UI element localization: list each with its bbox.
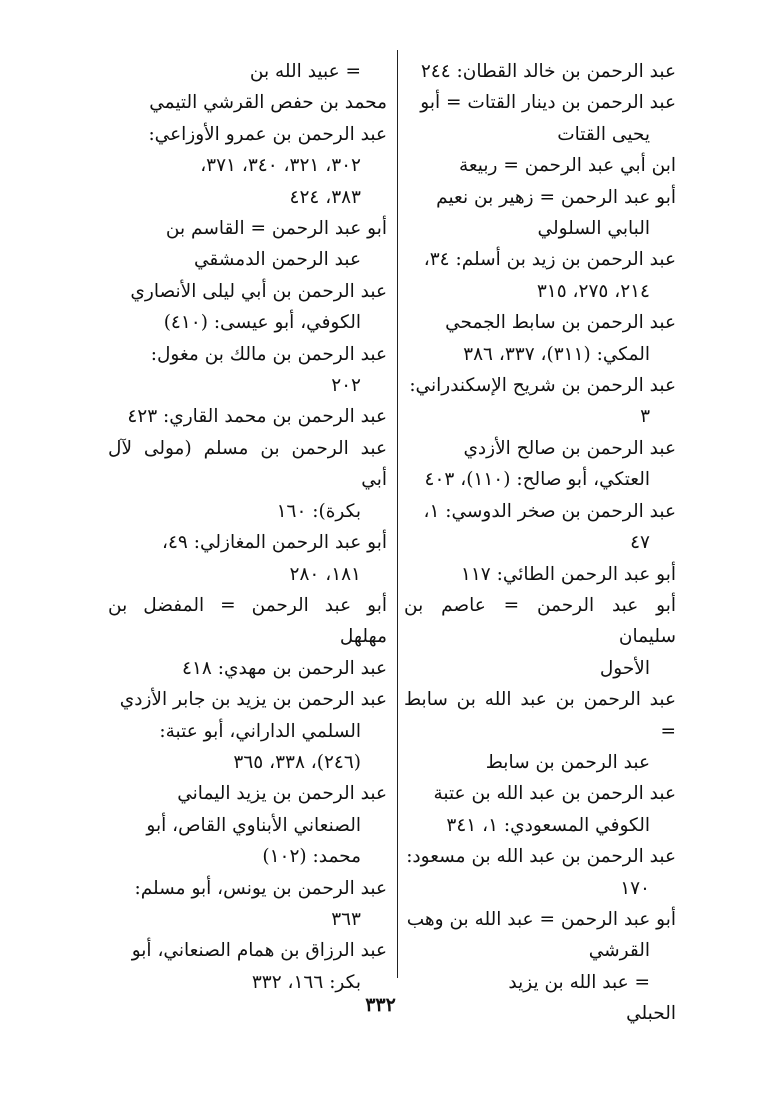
index-entry: عبد الرحمن بن يونس، أبو مسلم: — [134, 877, 387, 899]
index-entry: عبد الرحمن بن سابط الجمحي — [445, 312, 676, 334]
index-entry: عبد الرحمن بن عبد الله بن عتبة — [433, 783, 676, 805]
index-entry-continuation: ٣٠٢، ٣٢١، ٣٤٠، ٣٧١، — [200, 155, 361, 177]
index-entry: أبو عبد الرحمن = زهير بن نعيم — [436, 186, 676, 208]
index-entry: أبو عبد الرحمن = عاصم بن سليمان — [404, 594, 676, 648]
index-entry: عبد الرحمن بن يزيد اليماني — [177, 783, 387, 805]
index-entry-continuation: القرشي — [588, 940, 650, 962]
index-entry: أبو عبد الرحمن المغازلي: ٤٩، — [161, 532, 387, 554]
index-entry: عبد الرحمن بن صخر الدوسي: ١، — [423, 500, 676, 522]
index-entry-continuation: الأحول — [599, 657, 650, 679]
index-entry-continuation: ٢١٤، ٢٧٥، ٣١٥ — [536, 280, 650, 302]
index-entry: أبو عبد الرحمن = عبد الله بن وهب — [406, 908, 676, 930]
index-entry: عبد الرحمن بن محمد القاري: ٤٢٣ — [127, 406, 387, 428]
page-number: ٣٣٢ — [365, 994, 396, 1016]
index-entry-continuation: = عبيد الله بن — [249, 61, 361, 82]
index-entry-continuation: ٣٨٣، ٤٢٤ — [289, 186, 361, 208]
index-entry-continuation: ٢٠٢ — [331, 375, 361, 397]
index-entry: عبد الرحمن بن صالح الأزدي — [463, 437, 676, 459]
index-entry: أبو عبد الرحمن = المفضل بن مهلهل — [108, 594, 387, 648]
index-entry-continuation: بكرة): ١٦٠ — [276, 500, 361, 522]
index-entry: محمد بن حفص القرشي التيمي — [149, 92, 387, 114]
index-entry: عبد الرحمن بن شريح الإسكندراني: — [409, 375, 676, 397]
index-entry: عبد الرحمن بن خالد القطان: ٢٤٤ — [420, 61, 676, 82]
index-entry-continuation: عبد الرحمن الدمشقي — [194, 249, 361, 271]
index-entry-continuation: البابي السلولي — [537, 218, 650, 240]
index-entry-continuation: = عبد الله بن يزيد — [508, 971, 650, 993]
index-entry-continuation: (٢٤٦)، ٣٣٨، ٣٦٥ — [233, 751, 361, 773]
index-entry-continuation: المكي: (٣١١)، ٣٣٧، ٣٨٦ — [463, 343, 650, 365]
index-entry-continuation: ١٨١، ٢٨٠ — [289, 563, 361, 585]
index-entry: عبد الرحمن بن عبد الله بن مسعود: — [406, 846, 676, 868]
index-entry: عبد الرزاق بن همام الصنعاني، أبو — [131, 940, 387, 962]
index-entry: عبد الرحمن بن مهدي: ٤١٨ — [182, 657, 387, 679]
index-entry-continuation: الكوفي المسعودي: ١، ٣٤١ — [446, 814, 650, 836]
index-entry-continuation: العتكي، أبو صالح: (١١٠)، ٤٠٣ — [424, 469, 650, 491]
index-entry: ابن أبي عبد الرحمن = ربيعة — [458, 155, 676, 177]
index-entry-continuation: ١٧٠ — [620, 877, 650, 899]
index-entry: الحبلي — [626, 1003, 676, 1025]
index-entry-continuation: ٣٦٣ — [331, 908, 361, 930]
index-entry: عبد الرحمن بن عمرو الأوزاعي: — [148, 123, 387, 145]
index-entry: أبو عبد الرحمن = القاسم بن — [165, 218, 387, 240]
index-entry: عبد الرحمن بن مسلم (مولى لآل أبي — [108, 437, 387, 491]
index-entry: عبد الرحمن بن دينار القتات = أبو — [420, 92, 676, 114]
index-entry-continuation: ٣ — [640, 406, 650, 428]
index-column-left — [108, 56, 387, 998]
index-entry-continuation: ٤٧ — [630, 532, 650, 554]
index-entry: عبد الرحمن بن يزيد بن جابر الأزدي — [119, 689, 387, 711]
index-entry-continuation: بكر: ١٦٦، ٣٣٢ — [251, 971, 361, 993]
index-entry-continuation: الكوفي، أبو عيسى: (٤١٠) — [163, 312, 361, 334]
column-divider — [397, 50, 398, 978]
index-entry: عبد الرحمن بن مالك بن مغول: — [150, 343, 387, 365]
index-entry-continuation: عبد الرحمن بن سابط — [485, 751, 650, 773]
index-entry-continuation: محمد: (١٠٢) — [262, 846, 361, 868]
index-entry: عبد الرحمن بن عبد الله بن سابط = — [404, 689, 676, 742]
index-entry-continuation: السلمي الداراني، أبو عتبة: — [159, 720, 361, 742]
index-column-right — [404, 56, 676, 1030]
index-entry: عبد الرحمن بن زيد بن أسلم: ٣٤، — [423, 249, 676, 271]
index-entry: عبد الرحمن بن أبي ليلى الأنصاري — [130, 280, 387, 302]
index-entry: أبو عبد الرحمن الطائي: ١١٧ — [460, 563, 676, 585]
index-entry-continuation: يحيى القتات — [557, 123, 650, 145]
index-entry-continuation: الصنعاني الأبناوي القاص، أبو — [146, 814, 361, 836]
